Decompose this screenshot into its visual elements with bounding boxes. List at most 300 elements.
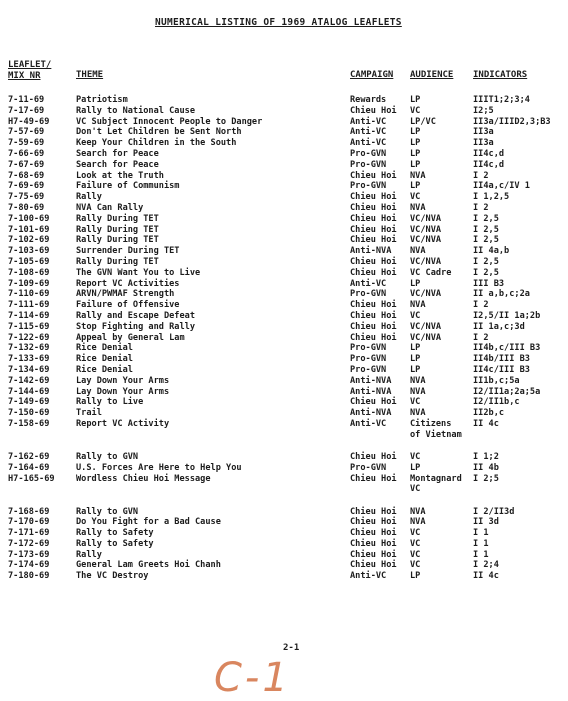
leaflet-audience — [410, 117, 436, 128]
leaflet-campaign: Chieu Hoi — [350, 310, 397, 321]
table-row — [0, 138, 568, 149]
leaflet-campaign: Chieu Hoi — [350, 202, 397, 213]
leaflet-audience — [410, 300, 426, 311]
audience-line: VC — [410, 538, 421, 549]
leaflet-campaign: Pro-GVN — [350, 343, 387, 354]
leaflet-number: 7-132-69 — [8, 343, 50, 354]
leaflet-theme: Look at the Truth — [76, 170, 164, 181]
audience-line: LP — [410, 354, 421, 365]
audience-line: NVA — [410, 202, 426, 213]
leaflet-campaign: Chieu Hoi — [350, 224, 397, 235]
table-row — [0, 517, 568, 528]
leaflet-campaign: Chieu Hoi — [350, 192, 397, 203]
table-row — [0, 225, 568, 236]
leaflet-theme: Rally During TET — [76, 224, 159, 235]
leaflet-campaign: Chieu Hoi — [350, 517, 397, 528]
leaflet-theme: Rally to GVN — [76, 451, 139, 462]
leaflet-audience — [410, 279, 420, 290]
indicators-line: I 1 — [473, 549, 489, 560]
leaflet-audience — [410, 203, 426, 214]
indicators-line: II4c/III B3 — [473, 364, 530, 375]
leaflet-indicators — [473, 560, 499, 571]
leaflet-number: 7-122-69 — [8, 332, 50, 343]
leaflet-campaign: Pro-GVN — [350, 181, 387, 192]
leaflet-theme: Rally to National Cause — [76, 105, 195, 116]
audience-line: VC/NVA — [410, 332, 442, 343]
table-row — [0, 106, 568, 117]
indicators-line: I 1 — [473, 538, 489, 549]
leaflet-number: 7-105-69 — [8, 256, 50, 267]
leaflet-indicators — [473, 528, 489, 539]
indicators-line: II2b,c — [473, 408, 505, 419]
leaflet-indicators — [473, 365, 530, 376]
leaflet-indicators — [473, 376, 520, 387]
leaflet-theme: Lay Down Your Arms — [76, 386, 170, 397]
leaflet-audience — [410, 397, 420, 408]
leaflet-theme: Search for Peace — [76, 159, 159, 170]
leaflet-campaign: Chieu Hoi — [350, 397, 397, 408]
leaflet-campaign: Anti-VC — [350, 138, 387, 149]
leaflet-audience — [410, 192, 420, 203]
leaflet-indicators — [473, 95, 530, 106]
leaflet-theme: NVA Can Rally — [76, 202, 144, 213]
leaflet-audience — [410, 517, 426, 528]
audience-line: VC — [410, 192, 421, 203]
table-row — [0, 311, 568, 322]
indicators-line: I 2/II3d — [473, 506, 515, 517]
audience-line: VC/NVA — [410, 224, 442, 235]
leaflet-indicators — [473, 203, 489, 214]
leaflet-indicators — [473, 246, 509, 257]
leaflet-number: 7-69-69 — [8, 181, 45, 192]
leaflet-number: 7-103-69 — [8, 246, 50, 257]
leaflet-audience — [410, 181, 420, 192]
leaflet-number: 7-66-69 — [8, 148, 45, 159]
indicators-line: II3a — [473, 127, 494, 138]
leaflet-indicators — [473, 517, 499, 528]
leaflet-audience — [410, 138, 420, 149]
leaflet-theme: Rally to Safety — [76, 528, 154, 539]
table-row — [0, 560, 568, 571]
leaflet-indicators — [473, 117, 551, 128]
leaflet-number: 7-108-69 — [8, 267, 50, 278]
leaflet-theme: Failure of Communism — [76, 181, 180, 192]
audience-line: VC — [410, 451, 421, 462]
leaflet-audience — [410, 311, 420, 322]
table-row — [0, 343, 568, 354]
leaflet-audience — [410, 452, 420, 463]
header-audience: AUDIENCE — [410, 70, 454, 80]
leaflet-theme: Rally to Live — [76, 397, 144, 408]
table-row — [0, 95, 568, 106]
leaflet-number: 7-172-69 — [8, 538, 50, 549]
audience-line: LP — [410, 181, 421, 192]
audience-line: NVA — [410, 386, 426, 397]
table-row — [0, 160, 568, 171]
table-row — [0, 117, 568, 128]
leaflet-indicators — [473, 257, 499, 268]
leaflet-audience — [410, 333, 441, 344]
leaflet-indicators — [473, 571, 499, 582]
indicators-line: I2,5/II 1a;2b — [473, 310, 541, 321]
indicators-line: I 2 — [473, 332, 489, 343]
leaflet-theme: U.S. Forces Are Here to Help You — [76, 462, 242, 473]
leaflet-number: 7-75-69 — [8, 192, 45, 203]
leaflet-indicators — [473, 192, 509, 203]
leaflet-audience — [410, 257, 441, 268]
audience-line-2: VC — [410, 484, 421, 495]
table-row — [0, 171, 568, 182]
table-row — [0, 474, 568, 495]
indicators-line: II 1a,c;3d — [473, 321, 525, 332]
leaflet-theme: Patriotism — [76, 95, 128, 105]
audience-line: LP — [410, 462, 421, 473]
leaflet-indicators — [473, 452, 499, 463]
indicators-line: II4b/III B3 — [473, 354, 530, 365]
leaflet-campaign: Chieu Hoi — [350, 538, 397, 549]
leaflet-indicators — [473, 539, 489, 550]
header-theme: THEME — [76, 70, 104, 80]
leaflet-theme: Rally During TET — [76, 235, 159, 246]
leaflet-campaign: Chieu Hoi — [350, 332, 397, 343]
indicators-line: IIIT1;2;3;4 — [473, 95, 530, 105]
audience-line: LP — [410, 278, 421, 289]
table-row — [0, 419, 568, 440]
leaflet-campaign: Anti-VC — [350, 418, 387, 429]
leaflet-number: 7-168-69 — [8, 506, 50, 517]
leaflet-number: 7-162-69 — [8, 451, 50, 462]
leaflet-number: 7-115-69 — [8, 321, 50, 332]
table-row — [0, 452, 568, 463]
leaflet-number: H7-49-69 — [8, 116, 50, 127]
leaflet-number: 7-133-69 — [8, 354, 50, 365]
leaflet-audience — [410, 322, 441, 333]
audience-line: VC/NVA — [410, 213, 442, 224]
indicators-line: II 3d — [473, 517, 499, 528]
leaflet-table — [0, 95, 568, 582]
leaflet-campaign: Pro-GVN — [350, 462, 387, 473]
audience-line: NVA — [410, 300, 426, 311]
leaflet-audience — [410, 408, 426, 419]
leaflet-indicators — [473, 149, 504, 160]
table-row — [0, 257, 568, 268]
leaflet-audience — [410, 507, 426, 518]
table-row — [0, 181, 568, 192]
table-row — [0, 268, 568, 279]
table-row — [0, 571, 568, 582]
leaflet-theme: VC Subject Innocent People to Danger — [76, 116, 263, 127]
leaflet-number: 7-150-69 — [8, 408, 50, 419]
leaflet-number: 7-111-69 — [8, 300, 50, 311]
leaflet-campaign: Anti-VC — [350, 571, 387, 582]
leaflet-campaign: Anti-VC — [350, 116, 387, 127]
leaflet-campaign: Anti-NVA — [350, 246, 392, 257]
leaflet-audience — [410, 289, 441, 300]
indicators-line-2: I 2;5 — [473, 473, 499, 484]
leaflet-indicators — [473, 419, 499, 430]
leaflet-theme: Do You Fight for a Bad Cause — [76, 517, 221, 528]
table-row — [0, 550, 568, 561]
leaflet-indicators — [473, 387, 540, 398]
leaflet-theme: General Lam Greets Hoi Chanh — [76, 560, 221, 571]
table-row — [0, 192, 568, 203]
indicators-line: II 4c — [473, 571, 499, 582]
leaflet-theme: Rally During TET — [76, 213, 159, 224]
leaflet-indicators — [473, 408, 504, 419]
audience-line: VC/NVA — [410, 256, 442, 267]
leaflet-campaign: Anti-VC — [350, 127, 387, 138]
table-row — [0, 300, 568, 311]
indicators-line: II3a/IIID2,3;B3 — [473, 116, 551, 127]
leaflet-audience — [410, 268, 451, 279]
leaflet-campaign: Chieu Hoi — [350, 549, 397, 560]
leaflet-audience — [410, 149, 420, 160]
audience-line: VC — [410, 528, 421, 539]
leaflet-number: 7-114-69 — [8, 310, 50, 321]
audience-line: NVA — [410, 246, 426, 257]
leaflet-audience — [410, 528, 420, 539]
leaflet-number: 7-170-69 — [8, 517, 50, 528]
indicators-line: II4c,d — [473, 148, 505, 159]
leaflet-indicators — [473, 127, 494, 138]
leaflet-number: 7-158-69 — [8, 418, 50, 429]
leaflet-number: 7-101-69 — [8, 224, 50, 235]
handwritten-stamp: C-1 — [214, 655, 291, 701]
leaflet-audience — [410, 571, 420, 582]
leaflet-campaign: Chieu Hoi — [350, 560, 397, 571]
leaflet-campaign: Anti-VC — [350, 278, 387, 289]
audience-line: Montagnard — [410, 473, 462, 484]
leaflet-campaign: Pro-GVN — [350, 289, 387, 300]
table-row — [0, 149, 568, 160]
indicators-line: I 2,5 — [473, 256, 499, 267]
indicators-line: I 1,2,5 — [473, 192, 510, 203]
leaflet-number: 7-80-69 — [8, 202, 45, 213]
indicators-line: I 2,5 — [473, 224, 499, 235]
audience-line: NVA — [410, 408, 426, 419]
table-row — [0, 235, 568, 246]
table-row — [0, 322, 568, 333]
page-title: NUMERICAL LISTING OF 1969 ATALOG LEAFLETS — [155, 17, 402, 28]
audience-line: LP — [410, 148, 421, 159]
table-row — [0, 528, 568, 539]
leaflet-campaign: Chieu Hoi — [350, 170, 397, 181]
leaflet-audience — [410, 214, 441, 225]
leaflet-audience — [410, 127, 420, 138]
leaflet-audience — [410, 419, 462, 441]
table-row — [0, 214, 568, 225]
header-leaflet-mix — [8, 60, 51, 82]
table-row — [0, 354, 568, 365]
audience-line: LP — [410, 138, 421, 149]
leaflet-indicators — [473, 225, 499, 236]
leaflet-indicators — [473, 463, 499, 474]
audience-line: VC Cadre — [410, 267, 452, 278]
indicators-line: I 2;4 — [473, 560, 499, 571]
leaflet-theme: Rally to GVN — [76, 506, 139, 517]
table-row — [0, 408, 568, 419]
leaflet-number: 7-110-69 — [8, 289, 50, 300]
header-mix-nr: MIX NR — [8, 71, 41, 81]
leaflet-indicators — [473, 343, 540, 354]
audience-line: LP — [410, 571, 421, 582]
table-row — [0, 376, 568, 387]
indicators-line: II 4b — [473, 462, 499, 473]
leaflet-audience — [410, 365, 420, 376]
leaflet-audience — [410, 160, 420, 171]
leaflet-audience — [410, 343, 420, 354]
leaflet-campaign: Anti-NVA — [350, 375, 392, 386]
leaflet-number: 7-109-69 — [8, 278, 50, 289]
leaflet-indicators — [473, 322, 525, 333]
leaflet-audience — [410, 474, 462, 496]
leaflet-indicators — [473, 235, 499, 246]
leaflet-indicators — [473, 268, 499, 279]
audience-line: VC/NVA — [410, 321, 442, 332]
header-indicators: INDICATORS — [473, 70, 528, 80]
leaflet-campaign: Chieu Hoi — [350, 105, 397, 116]
indicators-line: II4c,d — [473, 159, 505, 170]
audience-line: VC — [410, 560, 421, 571]
leaflet-audience — [410, 95, 420, 106]
leaflet-indicators — [473, 171, 489, 182]
leaflet-theme: Wordless Chieu Hoi Message — [76, 473, 211, 484]
leaflet-number: 7-142-69 — [8, 375, 50, 386]
leaflet-campaign: Chieu Hoi — [350, 213, 397, 224]
leaflet-indicators — [473, 300, 489, 311]
indicators-line: I 2,5 — [473, 213, 499, 224]
leaflet-number: 7-102-69 — [8, 235, 50, 246]
leaflet-theme: Don't Let Children be Sent North — [76, 127, 242, 138]
table-row — [0, 289, 568, 300]
leaflet-number: 7-57-69 — [8, 127, 45, 138]
indicators-line: I2/II1a;2a;5a — [473, 386, 541, 397]
leaflet-theme: Lay Down Your Arms — [76, 375, 170, 386]
leaflet-campaign: Chieu Hoi — [350, 321, 397, 332]
indicators-line: II1b,c;5a — [473, 375, 520, 386]
indicators-line: I 1;2 — [473, 451, 499, 462]
audience-line: LP — [410, 159, 421, 170]
indicators-line: II3a — [473, 138, 494, 149]
leaflet-campaign: Pro-GVN — [350, 148, 387, 159]
leaflet-theme: Rally — [76, 549, 102, 560]
leaflet-indicators — [473, 279, 504, 290]
audience-line: Citizens — [410, 418, 452, 429]
page-number: 2-1 — [283, 643, 300, 653]
leaflet-campaign: Chieu Hoi — [350, 300, 397, 311]
leaflet-campaign: Pro-GVN — [350, 364, 387, 375]
table-row — [0, 397, 568, 408]
indicators-line: I 2,5 — [473, 267, 499, 278]
leaflet-audience — [410, 225, 441, 236]
indicators-line: I2;5 — [473, 105, 494, 116]
table-row — [0, 279, 568, 290]
leaflet-campaign: Chieu Hoi — [350, 256, 397, 267]
indicators-line: I 2,5 — [473, 235, 499, 246]
leaflet-campaign: Chieu Hoi — [350, 235, 397, 246]
leaflet-indicators — [473, 214, 499, 225]
leaflet-theme: Surrender During TET — [76, 246, 180, 257]
leaflet-number: 7-149-69 — [8, 397, 50, 408]
leaflet-theme: ARVN/PWMAF Strength — [76, 289, 175, 300]
leaflet-campaign: Rewards — [350, 95, 387, 105]
leaflet-campaign: Chieu Hoi — [350, 473, 397, 484]
leaflet-theme: Search for Peace — [76, 148, 159, 159]
leaflet-number: 7-171-69 — [8, 528, 50, 539]
leaflet-theme: The VC Destroy — [76, 571, 149, 582]
leaflet-indicators — [473, 397, 520, 408]
header-campaign: CAMPAIGN — [350, 70, 394, 80]
leaflet-number: 7-68-69 — [8, 170, 45, 181]
leaflet-audience — [410, 387, 426, 398]
leaflet-campaign: Anti-NVA — [350, 386, 392, 397]
indicators-line: I2/II1b,c — [473, 397, 520, 408]
leaflet-number: 7-180-69 — [8, 571, 50, 582]
leaflet-audience — [410, 354, 420, 365]
audience-line: NVA — [410, 170, 426, 181]
indicators-line: II 4c — [473, 418, 499, 429]
leaflet-theme: Report VC Activity — [76, 418, 170, 429]
indicators-line: II4a,c/IV 1 — [473, 181, 530, 192]
table-row — [0, 333, 568, 344]
leaflet-indicators — [473, 138, 494, 149]
audience-line: LP — [410, 343, 421, 354]
table-row — [0, 203, 568, 214]
table-row — [0, 507, 568, 518]
audience-line: VC/NVA — [410, 289, 442, 300]
indicators-line: II a,b,c;2a — [473, 289, 530, 300]
leaflet-audience — [410, 463, 420, 474]
leaflet-number: 7-144-69 — [8, 386, 50, 397]
leaflet-theme: Appeal by General Lam — [76, 332, 185, 343]
table-row — [0, 539, 568, 550]
leaflet-indicators — [473, 160, 504, 171]
leaflet-indicators — [473, 333, 489, 344]
indicators-line: II 4a,b — [473, 246, 510, 257]
table-row — [0, 365, 568, 376]
leaflet-theme: Rally and Escape Defeat — [76, 310, 195, 321]
leaflet-theme: Rally During TET — [76, 256, 159, 267]
audience-line: VC — [410, 310, 421, 321]
leaflet-indicators — [473, 106, 494, 117]
leaflet-theme: Trail — [76, 408, 102, 419]
leaflet-audience — [410, 560, 420, 571]
audience-line: NVA — [410, 375, 426, 386]
leaflet-theme: The GVN Want You to Live — [76, 267, 201, 278]
leaflet-indicators — [473, 289, 530, 300]
leaflet-theme: Stop Fighting and Rally — [76, 321, 195, 332]
leaflet-theme: Failure of Offensive — [76, 300, 180, 311]
leaflet-theme: Rice Denial — [76, 364, 133, 375]
header-leaflet: LEAFLET/ — [8, 60, 52, 70]
leaflet-theme: Rice Denial — [76, 343, 133, 354]
leaflet-indicators — [473, 311, 540, 322]
table-row — [0, 127, 568, 138]
leaflet-indicators — [473, 181, 530, 192]
leaflet-indicators — [473, 354, 530, 365]
leaflet-indicators — [473, 507, 514, 518]
audience-line: VC — [410, 105, 421, 116]
audience-line: NVA — [410, 506, 426, 517]
leaflet-indicators — [473, 550, 489, 561]
leaflet-number: 7-11-69 — [8, 95, 45, 105]
audience-line: LP — [410, 95, 421, 105]
indicators-line: I 2 — [473, 300, 489, 311]
leaflet-number: H7-165-69 — [8, 473, 55, 484]
audience-line: VC — [410, 397, 421, 408]
table-row — [0, 463, 568, 474]
leaflet-audience — [410, 246, 426, 257]
